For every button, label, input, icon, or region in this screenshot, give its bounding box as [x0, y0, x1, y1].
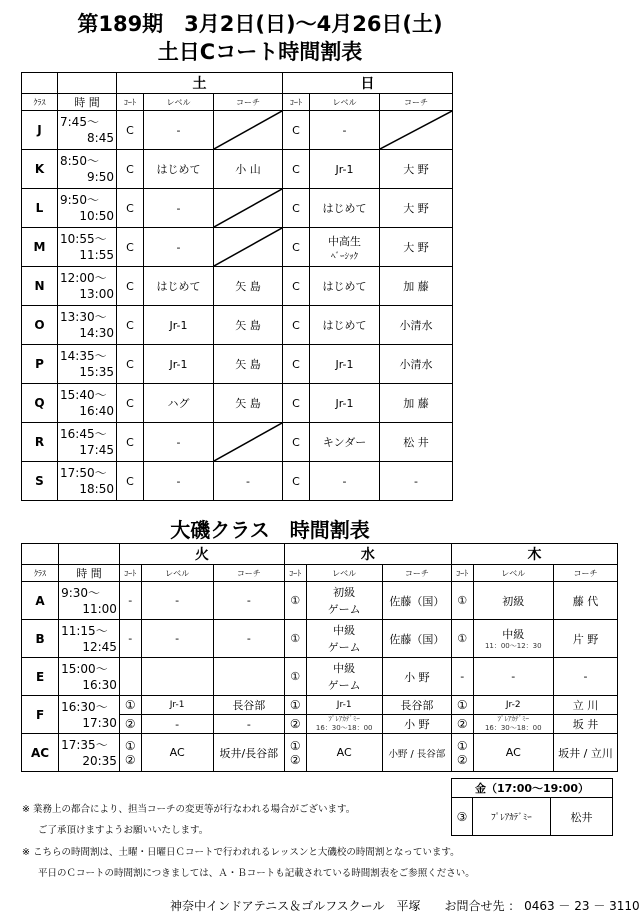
time-cell: 13:30～ 14:30 — [58, 306, 117, 345]
court-cell: ① ② — [284, 734, 306, 772]
table-row — [22, 734, 618, 772]
court-cell: ① — [451, 696, 473, 715]
class-cell: K — [22, 150, 58, 189]
level-cell: - — [144, 111, 214, 150]
level-cell: - — [144, 423, 214, 462]
court-cell: ① — [284, 582, 306, 620]
coach-cell: 松 井 — [380, 423, 453, 462]
class-cell: Q — [22, 384, 58, 423]
level-cell: 中級 ゲーム — [306, 658, 382, 696]
day-header-tuesday: 火 — [119, 544, 284, 565]
level-cell: - — [141, 582, 213, 620]
level-cell: 中級 11：00～12：30 — [473, 620, 553, 658]
coach-cell: 坂 井 — [553, 715, 617, 734]
time-cell: 16:45～ 17:45 — [58, 423, 117, 462]
coach-cell: 小 山 — [214, 150, 283, 189]
court-cell: - — [119, 620, 141, 658]
class-cell: J — [22, 111, 58, 150]
level-cell: AC — [306, 734, 382, 772]
court-cell — [119, 658, 141, 696]
coach-cell: - — [213, 582, 284, 620]
level-cell: はじめて — [310, 306, 380, 345]
level-cell: - — [144, 189, 214, 228]
col-court: ｺｰﾄ — [284, 565, 306, 582]
weekend-timetable — [21, 72, 453, 501]
coach-cell: 大 野 — [380, 150, 453, 189]
level-cell: ハグ — [144, 384, 214, 423]
court-cell: ① — [284, 658, 306, 696]
class-cell: A — [22, 582, 59, 620]
time-cell: 7:45～ 8:45 — [58, 111, 117, 150]
class-cell: P — [22, 345, 58, 384]
day-header-sunday: 日 — [283, 73, 453, 94]
col-class: ｸﾗｽ — [22, 565, 59, 582]
level-cell: キンダー — [310, 423, 380, 462]
col-coach: コーチ — [213, 565, 284, 582]
level-cell: はじめて — [310, 267, 380, 306]
col-level: レベル — [144, 94, 214, 111]
court-cell: C — [283, 384, 310, 423]
court-cell: C — [283, 150, 310, 189]
table-row — [22, 150, 453, 189]
level-cell: - — [144, 462, 214, 501]
court-cell: ③ — [452, 798, 473, 836]
coach-cell: 小 野 — [382, 715, 451, 734]
coach-cell: 加 藤 — [380, 267, 453, 306]
court-cell: C — [283, 267, 310, 306]
court-cell: ① — [284, 696, 306, 715]
level-cell: Jr-1 — [306, 696, 382, 715]
coach-cell: - — [380, 462, 453, 501]
coach-cell-empty — [214, 228, 283, 267]
court-cell: C — [283, 111, 310, 150]
coach-cell: 小野 / 長谷部 — [382, 734, 451, 772]
court-cell: C — [283, 189, 310, 228]
court-cell: ② — [119, 715, 141, 734]
coach-cell: 長谷部 — [382, 696, 451, 715]
class-cell: O — [22, 306, 58, 345]
level-cell: はじめて — [144, 267, 214, 306]
time-cell: 14:35～ 15:35 — [58, 345, 117, 384]
level-cell: - — [310, 462, 380, 501]
col-level: レベル — [141, 565, 213, 582]
court-cell: C — [117, 189, 144, 228]
class-cell: F — [22, 696, 59, 734]
table-row — [22, 462, 453, 501]
level-cell: Jr-1 — [310, 345, 380, 384]
col-coach: コーチ — [214, 94, 283, 111]
oiso-title: 大磯クラス 時間割表 — [170, 518, 370, 542]
court-cell: C — [283, 228, 310, 267]
coach-cell-empty — [214, 189, 283, 228]
court-cell: C — [117, 111, 144, 150]
coach-cell: 大 野 — [380, 228, 453, 267]
level-cell: はじめて — [144, 150, 214, 189]
coach-cell: 片 野 — [553, 620, 617, 658]
court-cell: ② — [451, 715, 473, 734]
court-cell: ① — [119, 696, 141, 715]
level-cell: - — [141, 620, 213, 658]
court-cell: ① ② — [451, 734, 473, 772]
court-cell: C — [117, 345, 144, 384]
class-cell: AC — [22, 734, 59, 772]
col-level: レベル — [473, 565, 553, 582]
court-cell: C — [283, 423, 310, 462]
coach-cell-empty — [214, 423, 283, 462]
coach-cell: 矢 島 — [214, 267, 283, 306]
court-cell: C — [117, 306, 144, 345]
col-coach: コーチ — [553, 565, 617, 582]
coach-cell: - — [214, 462, 283, 501]
level-cell: Jr-1 — [144, 345, 214, 384]
oiso-timetable — [21, 543, 618, 772]
col-class: ｸﾗｽ — [22, 94, 58, 111]
friday-title: 金（17:00～19:00） — [452, 779, 613, 798]
level-cell: 初級 ゲーム — [306, 582, 382, 620]
note-3: ※ こちらの時間割は、土曜・日曜日Ｃコートで行われれるレッスンと大磯校の時間割となっています。 — [22, 847, 460, 858]
col-court: ｺｰﾄ — [117, 94, 144, 111]
day-header-wednesday: 水 — [284, 544, 451, 565]
level-cell: 中高生 ﾍﾞｰｼｯｸ — [310, 228, 380, 267]
col-time: 時 間 — [59, 565, 120, 582]
coach-cell-empty — [380, 111, 453, 150]
class-cell: S — [22, 462, 58, 501]
coach-cell: 坂井 / 立川 — [553, 734, 617, 772]
coach-cell: 矢 島 — [214, 345, 283, 384]
note-4: 平日のＣコートの時間割につきましては、Ａ・Ｂコートも記載されている時間割表をご参照ください。 — [38, 868, 475, 879]
coach-cell: 小清水 — [380, 345, 453, 384]
col-court: ｺｰﾄ — [451, 565, 473, 582]
time-cell: 12:00～ 13:00 — [58, 267, 117, 306]
court-cell: ① — [284, 620, 306, 658]
page-subtitle: 土日Cコート時間割表 — [157, 40, 363, 64]
court-cell: C — [117, 384, 144, 423]
class-cell: E — [22, 658, 59, 696]
level-cell: ﾌﾟﾚｱｶﾃﾞﾐｰ — [473, 798, 551, 836]
coach-cell: - — [213, 715, 284, 734]
class-cell: R — [22, 423, 58, 462]
court-cell: ① ② — [119, 734, 141, 772]
time-cell: 8:50～ 9:50 — [58, 150, 117, 189]
coach-cell: 立 川 — [553, 696, 617, 715]
coach-cell: 大 野 — [380, 189, 453, 228]
coach-cell: 矢 島 — [214, 306, 283, 345]
coach-cell: 小清水 — [380, 306, 453, 345]
coach-cell: 佐藤（国） — [382, 582, 451, 620]
coach-cell: 松井 — [551, 798, 613, 836]
coach-cell: 佐藤（国） — [382, 620, 451, 658]
court-cell: C — [283, 306, 310, 345]
level-cell: Jr-2 — [473, 696, 553, 715]
note-1: ※ 業務上の都合により、担当コーチの変更等が行なわれる場合がございます。 — [22, 804, 356, 815]
col-coach: コーチ — [380, 94, 453, 111]
level-cell: Jr-1 — [141, 696, 213, 715]
court-cell: C — [117, 423, 144, 462]
court-cell: C — [117, 228, 144, 267]
level-cell: AC — [141, 734, 213, 772]
level-cell: - — [144, 228, 214, 267]
table-row — [22, 384, 453, 423]
time-cell: 17:50～ 18:50 — [58, 462, 117, 501]
class-cell: N — [22, 267, 58, 306]
level-cell: Jr-1 — [144, 306, 214, 345]
table-row — [22, 306, 453, 345]
col-time: 時 間 — [58, 94, 117, 111]
time-cell: 16:30～ 17:30 — [59, 696, 120, 734]
level-cell: 中級 ゲーム — [306, 620, 382, 658]
time-cell: 15:00～ 16:30 — [59, 658, 120, 696]
level-cell: - — [473, 658, 553, 696]
level-cell: ﾌﾟﾚｱｶﾃﾞﾐｰ 16：30～18：00 — [473, 715, 553, 734]
page-title: 第189期 3月2日(日)～4月26日(土) — [77, 12, 443, 36]
level-cell: Jr-1 — [310, 384, 380, 423]
day-header-saturday: 土 — [117, 73, 283, 94]
col-level: レベル — [306, 565, 382, 582]
court-cell: ① — [451, 620, 473, 658]
court-cell: - — [451, 658, 473, 696]
table-row — [22, 696, 618, 715]
level-cell — [141, 658, 213, 696]
level-cell: 初級 — [473, 582, 553, 620]
level-cell: - — [141, 715, 213, 734]
note-2: ご了承頂けますようお願いいたします。 — [38, 825, 209, 836]
table-row — [22, 582, 618, 620]
time-cell: 17:35～ 20:35 — [59, 734, 120, 772]
time-cell: 10:55～ 11:55 — [58, 228, 117, 267]
coach-cell: 藤 代 — [553, 582, 617, 620]
level-cell: はじめて — [310, 189, 380, 228]
time-cell: 15:40～ 16:40 — [58, 384, 117, 423]
table-row — [22, 228, 453, 267]
coach-cell: 加 藤 — [380, 384, 453, 423]
table-row — [22, 620, 618, 658]
friday-box — [451, 778, 613, 836]
court-cell: C — [283, 462, 310, 501]
coach-cell — [213, 658, 284, 696]
class-cell: L — [22, 189, 58, 228]
level-cell: - — [310, 111, 380, 150]
table-row — [22, 189, 453, 228]
time-cell: 9:50～ 10:50 — [58, 189, 117, 228]
court-cell: ② — [284, 715, 306, 734]
court-cell: C — [117, 267, 144, 306]
coach-cell: - — [213, 620, 284, 658]
time-cell: 9:30～ 11:00 — [59, 582, 120, 620]
level-cell: Jr-1 — [310, 150, 380, 189]
court-cell: C — [117, 150, 144, 189]
table-row — [22, 423, 453, 462]
col-level: レベル — [310, 94, 380, 111]
table-row — [22, 111, 453, 150]
day-header-thursday: 木 — [451, 544, 617, 565]
coach-cell: 長谷部 — [213, 696, 284, 715]
class-cell: M — [22, 228, 58, 267]
coach-cell: 坂井/長谷部 — [213, 734, 284, 772]
col-court: ｺｰﾄ — [119, 565, 141, 582]
court-cell: C — [283, 345, 310, 384]
footer-contact: 神奈中インドアテニス＆ゴルフスクール 平塚 お問合せ先 ： 0463 － 23 － 3110 — [170, 899, 640, 913]
time-cell: 11:15～ 12:45 — [59, 620, 120, 658]
table-row — [22, 267, 453, 306]
coach-cell: - — [553, 658, 617, 696]
coach-cell: 矢 島 — [214, 384, 283, 423]
coach-cell: 小 野 — [382, 658, 451, 696]
court-cell: - — [119, 582, 141, 620]
court-cell: ① — [451, 582, 473, 620]
coach-cell-empty — [214, 111, 283, 150]
level-cell: ﾌﾟﾚｱｶﾃﾞﾐｰ 16：30～18：00 — [306, 715, 382, 734]
col-court: ｺｰﾄ — [283, 94, 310, 111]
court-cell: C — [117, 462, 144, 501]
table-row — [22, 345, 453, 384]
class-cell: B — [22, 620, 59, 658]
level-cell: AC — [473, 734, 553, 772]
col-coach: コーチ — [382, 565, 451, 582]
table-row — [22, 658, 618, 696]
